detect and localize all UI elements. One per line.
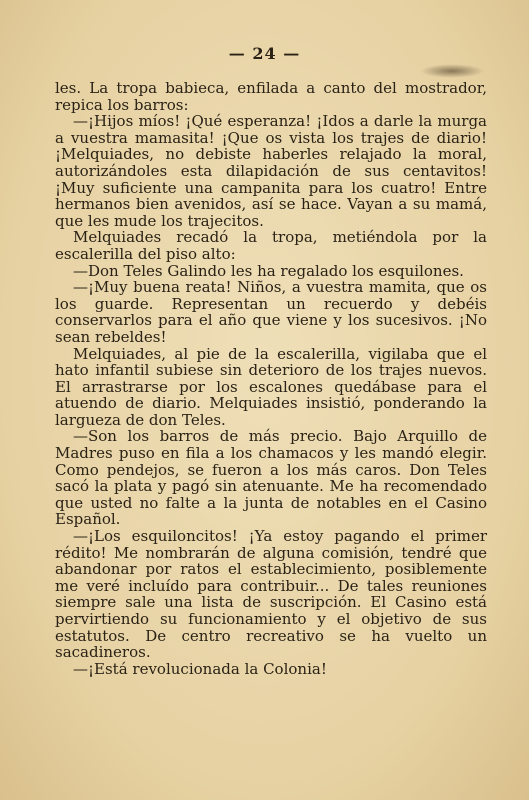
page-number: — 24 —: [228, 44, 301, 63]
paragraph: —Don Teles Galindo les ha regalado los esquilones.: [73, 261, 464, 280]
paragraph: —¡Hijos míos! ¡Qué esperanza! ¡Idos a darle la murga a vuestra mamasita! ¡Que os vista los trajes de diario! ¡Melquiades, no debiste haberles relajado la moral, autorizándoles esta dilapidación de sus centavitos! ¡Muy suficiente una campanita para los cuatro! Entre hermanos bien avenidos, así se hace. Vayan a su mamá, que les mude los trajecitos.: [55, 112, 487, 230]
paragraph: —Son los barros de más precio. Bajo Arquillo de Madres puso en fila a los chamacos y les mandó elegir. Como pendejos, se fueron a los más caros. Don Teles sacó la plata y pagó sin atenuante. Me ha recomendado que usted no falte a la junta de notables en el Casino Español.: [55, 427, 487, 529]
paragraph: les. La tropa babieca, enfilada a canto del mostrador, repica los barros:: [55, 79, 487, 114]
paragraph: Melquiades, al pie de la escalerilla, vigilaba que el hato infantil subiese sin deterioro de los trajes nuevos. El arrastrarse por los escalones quedábase para el atuendo de diario. Melquiades insistió, ponderando la largueza de don Teles.: [55, 344, 487, 429]
paragraph: —¡Muy buena reata! Niños, a vuestra mamita, que os los guarde. Representan un recuerdo y debéis conservarlos para el año que viene y los sucesivos. ¡No sean rebeldes!: [55, 278, 487, 346]
ink-smudge: [420, 64, 484, 78]
body-text: [55, 80, 487, 677]
paragraph: —¡Está revolucionada la Colonia!: [73, 659, 327, 678]
paragraph: Melquiades recadó la tropa, metiéndola por la escalerilla del piso alto:: [55, 228, 487, 263]
paragraph: —¡Los esquiloncitos! ¡Ya estoy pagando el primer rédito! Me nombrarán de alguna comisión, tendré que abandonar por ratos el establecimiento, posiblemente me veré incluído para contribuir... De tales reuniones siempre sale una lista de suscripción. El Casino está pervirtiendo su funcionamiento y el objetivo de sus estatutos. De centro recreativo se ha vuelto un sacadineros.: [55, 527, 487, 662]
